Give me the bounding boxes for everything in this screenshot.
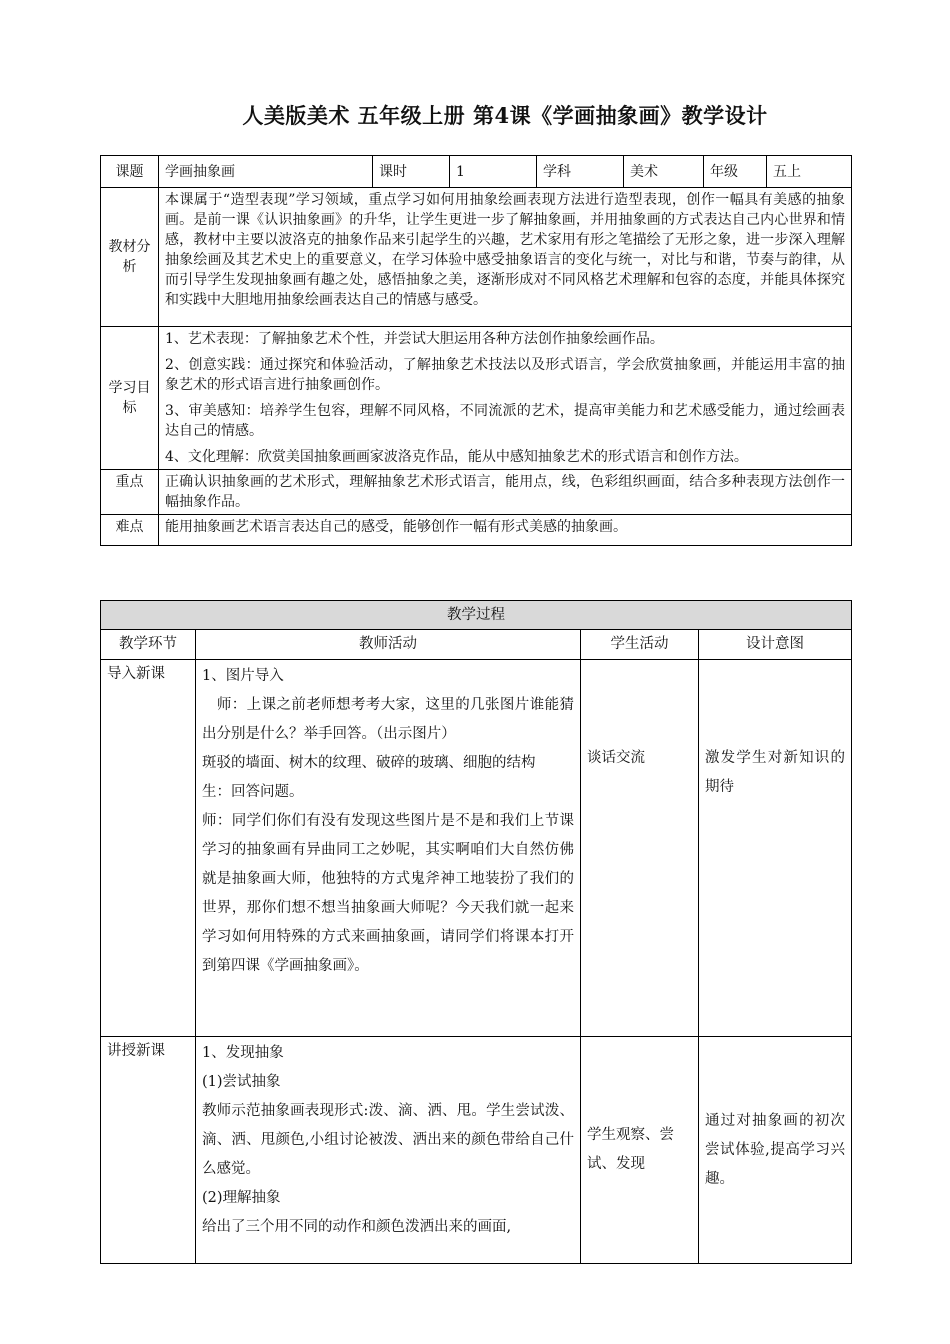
goals-label: 学习目标	[101, 327, 159, 470]
hours-label: 课时	[373, 156, 450, 188]
teacher-activity-cell	[196, 1037, 581, 1264]
goal-item: 4、文化理解：欣赏美国抽象画画家波洛克作品，能从中感知抽象艺术的形式语言和创作方法。	[165, 449, 748, 465]
goal-item: 3、审美感知：培养学生包容，理解不同风格，不同流派的艺术，提高审美能力和艺术感受能力，通过绘画表达自己的情感。	[165, 403, 845, 439]
column-header: 教师活动	[196, 630, 581, 660]
teacher-line: 师：上课之前老师想考考大家，这里的几张图片谁能猜出分别是什么？举手回答。（出示图片）	[202, 697, 574, 742]
grade-value: 五上	[767, 156, 852, 188]
analysis-text: 本课属于“造型表现”学习领域，重点学习如何用抽象绘画表现方法进行造型表现，创作一幅具有美感的抽象画。是前一课《认识抽象画》的升华，让学生更进一步了解抽象画，并用抽象画的方式表达自己内心世界和情感，教材中主要以波洛克的抽象作品来引起学生的兴趣，艺术家用有形之笔描绘了无形之象，进一步深入理解抽象绘画及其艺术史上的重要意义，在学习体验中感受抽象语言的变化与统一，对比与和谐，节奏与韵律，从而引导学生发现抽象画有趣之处，感悟抽象之美，逐渐形成对不同风格艺术理解和包容的态度，并能具体探究和实践中大胆地用抽象绘画表达自己的情感与感受。	[159, 188, 852, 327]
teacher-line: (2)理解抽象	[202, 1190, 281, 1206]
key-row	[101, 470, 852, 515]
subject-label: 学科	[537, 156, 624, 188]
stage-cell: 讲授新课	[101, 1037, 196, 1264]
student-activity-cell: 学生观察、尝试、发现	[581, 1037, 699, 1264]
difficulty-text: 能用抽象画艺术语言表达自己的感受，能够创作一幅有形式美感的抽象画。	[159, 515, 852, 546]
key-label: 重点	[101, 470, 159, 515]
table-row	[101, 660, 852, 1037]
design-intent-cell: 激发学生对新知识的期待	[699, 660, 852, 1037]
process-columns-row	[101, 630, 852, 660]
teacher-line: 给出了三个用不同的动作和颜色泼洒出来的画面,	[202, 1219, 512, 1235]
goals-list	[159, 327, 852, 470]
teacher-line: 教师示范抽象画表现形式:泼、滴、洒、甩。学生尝试泼、滴、洒、甩颜色,小组讨论被泼、洒出来的颜色带给自己什么感觉。	[202, 1103, 574, 1177]
process-header: 教学过程	[101, 601, 852, 630]
column-header: 教学环节	[101, 630, 196, 660]
difficulty-row	[101, 515, 852, 546]
page-title: 人美版美术 五年级上册 第4课《学画抽象画》教学设计	[242, 103, 768, 128]
lesson-info-table	[100, 155, 852, 546]
teacher-activity-cell	[196, 660, 581, 1037]
subject-value: 美术	[624, 156, 704, 188]
teaching-process-table	[100, 600, 852, 1264]
teacher-line: 1、发现抽象	[202, 1045, 284, 1061]
teacher-line: 生：回答问题。	[202, 784, 304, 800]
process-header-row	[101, 601, 852, 630]
analysis-row	[101, 188, 852, 327]
teacher-line: 师：同学们你们有没有发现这些图片是不是和我们上节课学习的抽象画有异曲同工之妙呢，其实啊咱们大自然仿佛就是抽象画大师，他独特的方式鬼斧神工地装扮了我们的世界，那你们想不想当抽象画大师呢？今天我们就一起来学习如何用特殊的方式来画抽象画，请同学们将课本打开到第四课《学画抽象画》。	[202, 813, 574, 974]
goal-item: 1、艺术表现：了解抽象艺术个性，并尝试大胆运用各种方法创作抽象绘画作品。	[165, 331, 664, 347]
teacher-line: (1)尝试抽象	[202, 1074, 281, 1090]
lesson-label: 课题	[101, 156, 159, 188]
goals-row	[101, 327, 852, 470]
student-activity-cell: 谈话交流	[581, 660, 699, 1037]
column-header: 学生活动	[581, 630, 699, 660]
table-row	[101, 1037, 852, 1264]
difficulty-label: 难点	[101, 515, 159, 546]
teacher-line: 1、图片导入	[202, 668, 284, 684]
lesson-value: 学画抽象画	[159, 156, 373, 188]
analysis-label: 教材分析	[101, 188, 159, 327]
column-header: 设计意图	[699, 630, 852, 660]
design-intent-cell: 通过对抽象画的初次尝试体验,提高学习兴趣。	[699, 1037, 852, 1264]
grade-label: 年级	[704, 156, 767, 188]
key-text: 正确认识抽象画的艺术形式，理解抽象艺术形式语言，能用点，线，色彩组织画面，结合多种表现方法创作一幅抽象作品。	[159, 470, 852, 515]
info-header-row	[101, 156, 852, 188]
teacher-line: 斑驳的墙面、树木的纹理、破碎的玻璃、细胞的结构	[202, 755, 536, 771]
hours-value: 1	[450, 156, 537, 188]
stage-cell: 导入新课	[101, 660, 196, 1037]
goal-item: 2、创意实践：通过探究和体验活动，了解抽象艺术技法以及形式语言，学会欣赏抽象画，并能运用丰富的抽象艺术的形式语言进行抽象画创作。	[165, 357, 845, 393]
